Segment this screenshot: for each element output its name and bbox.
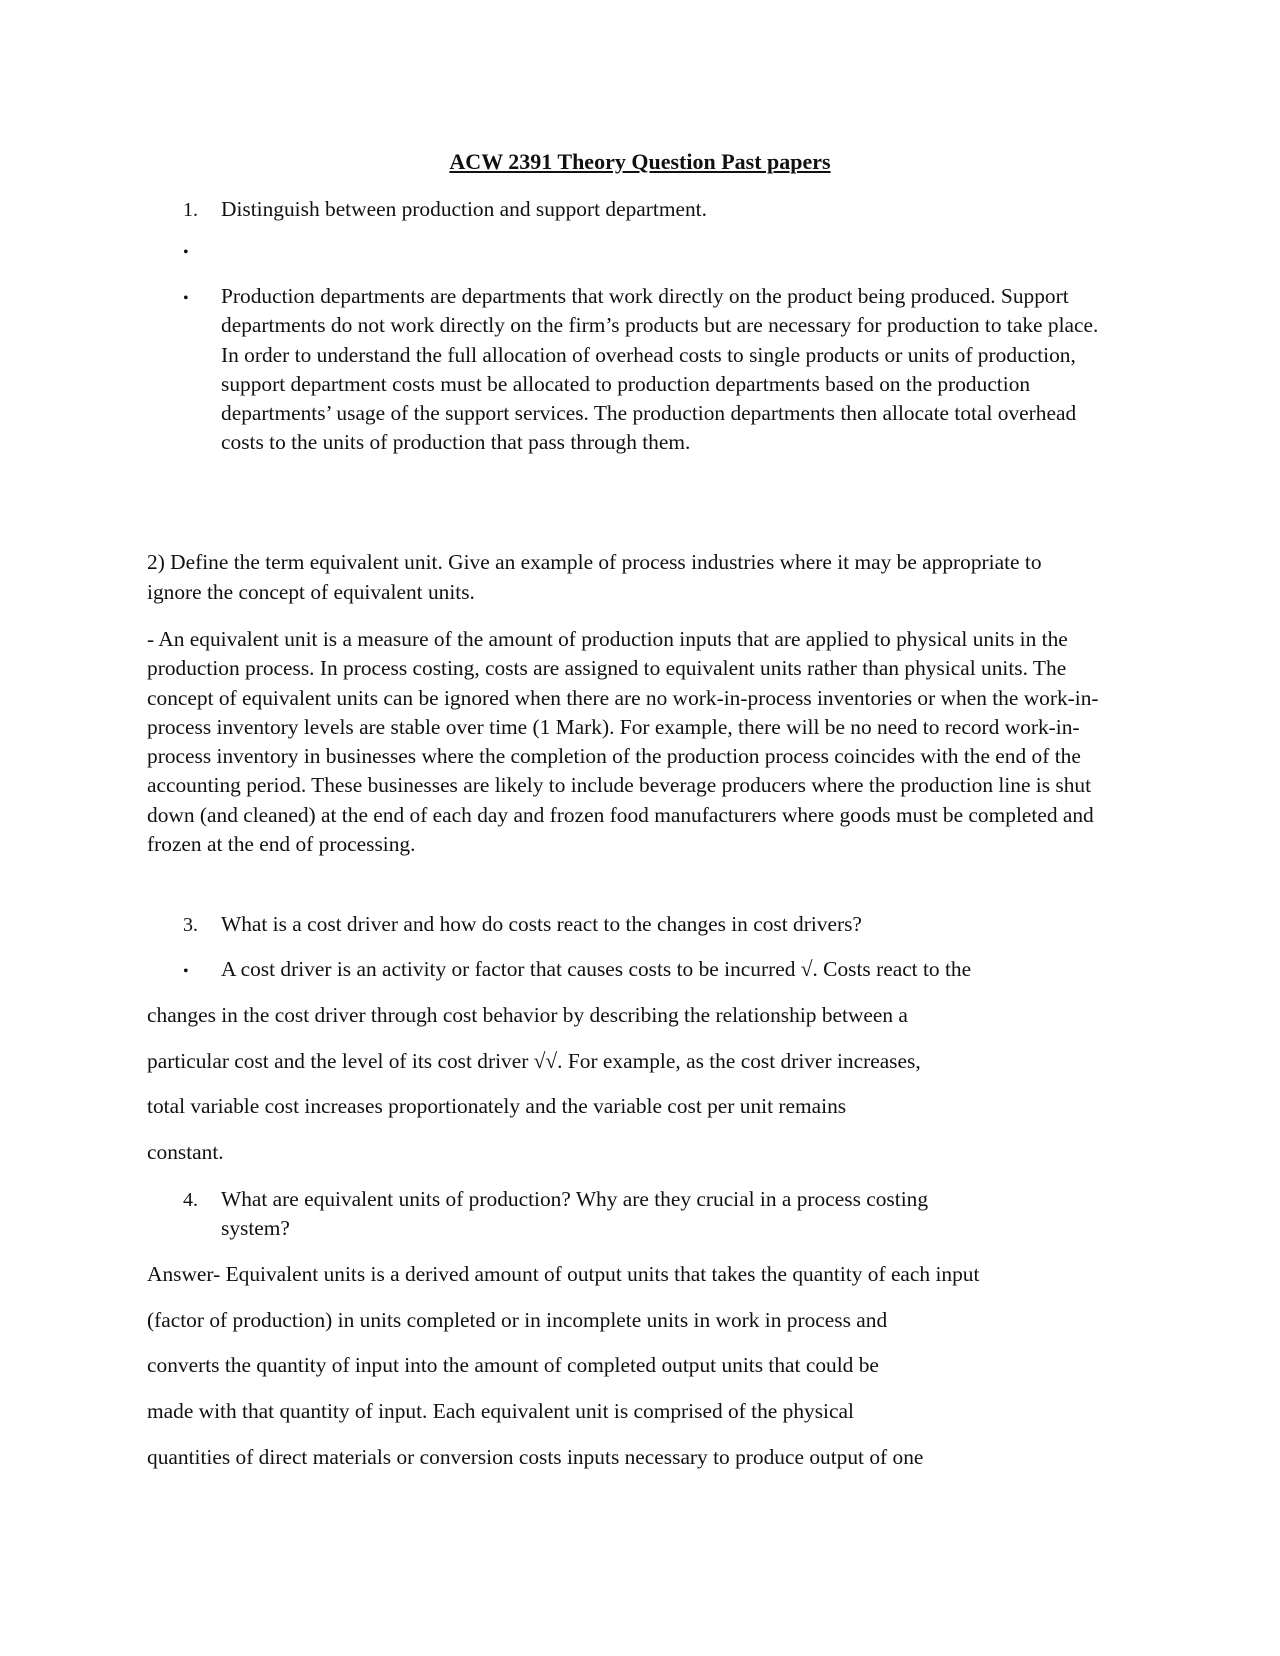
q3-answer-line-1: A cost driver is an activity or factor that causes costs to be incurred √. Costs react to the xyxy=(221,957,972,981)
q3-answer-line-3: particular cost and the level of its cost driver √√. For example, as the cost driver increases, xyxy=(147,1049,921,1073)
q3-number: 3. xyxy=(183,914,198,936)
q4-answer-line-2: (factor of production) in units completed or in incomplete units in work in process and xyxy=(147,1308,888,1332)
q4-answer-line-3: converts the quantity of input into the amount of completed output units that could be xyxy=(147,1353,879,1377)
q3-answer-line-4: total variable cost increases proportionately and the variable cost per unit remains xyxy=(147,1094,847,1118)
document-title xyxy=(0,148,1280,176)
q4-number: 4. xyxy=(183,1189,198,1211)
q4-question-line-1: What are equivalent units of production? Why are they crucial in a process costing xyxy=(221,1187,929,1211)
q3-answer-line-2: changes in the cost driver through cost behavior by describing the relationship between a xyxy=(147,1003,908,1027)
q3-answer-bullet: • xyxy=(183,963,189,980)
q4-answer-line-4: made with that quantity of input. Each equivalent unit is comprised of the physical xyxy=(147,1399,854,1423)
q4-answer-line-5: quantities of direct materials or conversion costs inputs necessary to produce output of one xyxy=(147,1445,924,1469)
q4-question-line-2: system? xyxy=(221,1216,290,1240)
q1-number: 1. xyxy=(183,199,198,221)
q1-answer: Production departments are departments that work directly on the product being produced. Support departments do not work directly on the firm’s products but are necessary for production to take place. In order to understand the full allocation of overhead costs to single products or units of production, support department costs must be allocated to production departments based on the production departments’ usage of the support services. The production departments then allocate total overhead costs to the units of production that pass through them. xyxy=(221,284,1099,455)
q2-answer: - An equivalent unit is a measure of the amount of production inputs that are applied to physical units in the production process. In process costing, costs are assigned to equivalent units rather than physical units. The concept of equivalent units can be ignored when there are no work-in-process inventories or when the work-in-process inventory levels are stable over time (1 Mark). For example, there will be no need to record work-in-process inventory in businesses where the completion of the production process coincides with the end of the accounting period. These businesses are likely to include beverage producers where the production line is shut down (and cleaned) at the end of each day and frozen food manufacturers where goods must be completed and frozen at the end of processing. xyxy=(147,627,1099,857)
document-title-text: ACW 2391 Theory Question Past papers xyxy=(449,149,831,174)
q1-answer-bullet: • xyxy=(183,290,189,307)
q3-question: What is a cost driver and how do costs react to the changes in cost drivers? xyxy=(221,912,862,936)
q4-answer-line-1: Answer- Equivalent units is a derived amount of output units that takes the quantity of each input xyxy=(147,1262,980,1286)
q1-question: Distinguish between production and support department. xyxy=(221,197,707,221)
q3-answer-line-5: constant. xyxy=(147,1140,224,1164)
q2-question: 2) Define the term equivalent unit. Give an example of process industries where it may be appropriate to ignore the concept of equivalent units. xyxy=(147,550,1042,604)
q1-empty-bullet: • xyxy=(183,244,189,261)
